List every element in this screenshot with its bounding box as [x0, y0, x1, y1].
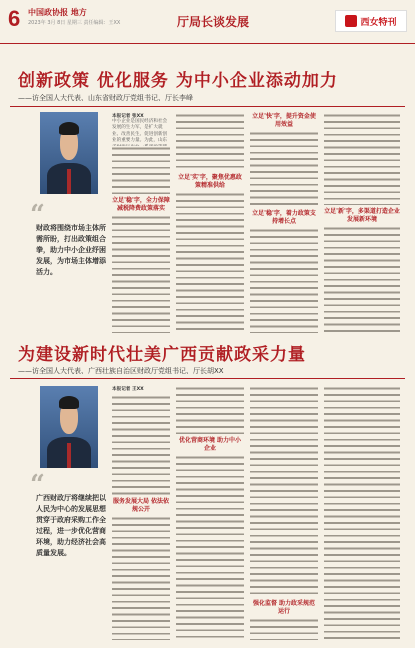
- article2-byline: 本报记者 王XX: [112, 387, 144, 392]
- article1-subhead-5: 立足'新'字，多渠道打造企业发展新环境: [324, 208, 400, 223]
- article1-portrait: [40, 112, 98, 194]
- body-text-block: [324, 113, 400, 205]
- article2-subhead-1: 服务发展大局 依法依规公开: [112, 498, 170, 513]
- article1-subtitle: ——访全国人大代表、山东省财政厅党组书记、厅长李峰: [18, 94, 193, 102]
- newspaper-issue-line: 2023年 3月 8日 星期三 责任编辑：王XX: [28, 20, 121, 26]
- article2-subtitle: ——访全国人大代表、广西壮族自治区财政厅党组书记、厅长胡XX: [18, 367, 224, 375]
- body-text-block: [112, 215, 170, 333]
- article1-intro: [112, 113, 170, 146]
- body-text-block: [250, 618, 318, 640]
- quote-mark-icon: “: [30, 470, 45, 500]
- newspaper-name: 中国政协报 地方: [28, 8, 87, 17]
- body-text-block: [176, 192, 244, 333]
- body-text-block: [324, 226, 400, 333]
- body-text-block: [324, 386, 400, 640]
- article1-subhead-1: 立足'稳'字，全力保障减税降费政策落实: [112, 197, 170, 212]
- article1-subhead-4: 立足'稳'字，着力政策支持增长点: [252, 210, 316, 225]
- body-text-block: [176, 113, 244, 171]
- body-text-block: [112, 516, 170, 640]
- body-text-block: [250, 131, 318, 206]
- page-header: [0, 0, 415, 44]
- article2-portrait: [40, 386, 98, 468]
- body-text-block: [112, 395, 170, 495]
- supplement-logo: [335, 10, 407, 32]
- article1-headline: 创新政策 优化服务 为中小企业添动加力: [18, 71, 338, 91]
- article1-subhead-2: 立足'实'字，聚焦优惠政策精准供给: [178, 174, 242, 189]
- body-text-block: [112, 146, 170, 194]
- article2-headline: 为建设新时代壮美广西贡献政采力量: [18, 345, 306, 365]
- body-text-block: [250, 386, 318, 596]
- article1-subhead-3: 立足'快'字，提升资金使用效益: [252, 113, 316, 128]
- divider: [10, 378, 405, 379]
- supplement-name: 西女特刊: [360, 17, 397, 28]
- page-number: 6: [8, 6, 21, 31]
- brand-icon: [345, 15, 357, 27]
- body-text-block: [176, 386, 244, 434]
- article1-intro-text: 中小企业是国民经济和社会发展的生力军，是扩大就业、改善民生、促进创新创业的重要力量。为此，山东: [112, 119, 168, 144]
- article1-byline: 本报记者 张XX: [112, 114, 144, 119]
- body-text-block: [250, 228, 318, 333]
- body-text-block: [176, 455, 244, 640]
- article2-subhead-3: 强化监督 助力政采规范运行: [252, 600, 316, 615]
- divider: [10, 106, 405, 107]
- article1-pull-quote: 财政将围绕市场主体所需所盼，打出政策组合拳，助力中小企业纾困发展，为市场主体增添活力。: [36, 223, 106, 276]
- section-title: 厅局长谈发展: [176, 15, 249, 29]
- quote-mark-icon: “: [30, 200, 45, 230]
- article2-intro: [112, 386, 170, 394]
- article2-pull-quote: 广西财政厅将继续把以人民为中心的发展思想贯穿于政府采购工作全过程，进一步优化营商环境，助力经济社会高质量发展。: [36, 493, 106, 557]
- article2-subhead-2: 优化营商环境 助力中小企业: [178, 437, 242, 452]
